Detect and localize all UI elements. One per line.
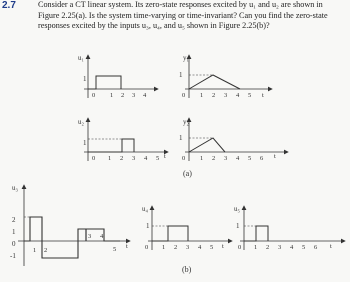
xtick-u1-0: 0 [92, 92, 96, 99]
xtick-u1-3: 3 [132, 92, 136, 99]
signal-y1 [189, 75, 240, 89]
ytick-u2-1: 1 [83, 139, 87, 147]
problem-statement: Consider a CT linear system. Its zero-state responses excited by u₁ and u₂ are shown in Figure 2.25(a). Is the system time-varying or time-invariant? Can you find the zero-state responses excited by the inputs u₃, u₄, and u₅ shown in Figure 2.25(b)? [38, 0, 328, 31]
plot-u1 [78, 54, 158, 99]
xtick-u2-4: 4 [144, 155, 148, 162]
signal-u1 [88, 76, 121, 89]
xlabel-u2: t [164, 153, 166, 160]
ytick-y1-1: 1 [179, 71, 183, 79]
xtick-y2-3: 3 [224, 155, 228, 162]
caption-b: (b) [182, 265, 192, 274]
plot-y1 [179, 54, 272, 99]
axis-label-y1: y₁ [183, 54, 189, 62]
xtick-y1-5: 5 [248, 92, 252, 99]
xtick-u2-5: 5 [156, 155, 160, 162]
xlabel-u4: t [222, 243, 224, 250]
plot-u4 [142, 205, 232, 251]
ytick-y2-1: 1 [179, 134, 183, 142]
xtick-u5-0: 0 [238, 244, 242, 251]
xtick-u5-6: 6 [314, 244, 318, 251]
ytick-u1-1: 1 [83, 75, 87, 83]
xtick-u2-1: 1 [108, 155, 112, 162]
xtick-u2-3: 3 [132, 155, 136, 162]
signal-y2 [189, 138, 225, 152]
xtick-u1-4: 4 [143, 92, 147, 99]
signal-u5 [244, 226, 268, 241]
xtick-u3-3: 3 [88, 233, 92, 240]
xtick-y1-2: 2 [212, 92, 216, 99]
ytick-u3-0: 0 [12, 240, 16, 248]
xlabel-u3: t [126, 243, 128, 250]
ytick-u3-2: 2 [12, 216, 16, 224]
problem-number: 2.7 [2, 0, 16, 11]
plot-u5 [234, 205, 345, 251]
plot-u3 [10, 184, 130, 266]
axis-label-u4: u₄ [142, 205, 148, 213]
xtick-u2-2: 2 [120, 155, 124, 162]
xtick-u4-1: 1 [162, 244, 166, 251]
xlabel-u5: t [330, 243, 332, 250]
xtick-y2-1: 1 [200, 155, 204, 162]
axis-label-y2: y₂ [183, 118, 189, 126]
xtick-u3-5: 5 [113, 246, 117, 253]
signal-u2 [88, 139, 134, 152]
xtick-u4-4: 4 [198, 244, 202, 251]
plot-y2 [179, 118, 288, 162]
xtick-y1-3: 3 [224, 92, 228, 99]
xtick-y2-0: 0 [182, 155, 186, 162]
xtick-u3-4: 4 [100, 233, 104, 240]
xtick-u5-5: 5 [302, 244, 306, 251]
xtick-u4-5: 5 [210, 244, 214, 251]
xtick-y1-1: 1 [200, 92, 204, 99]
xtick-y2-5: 5 [248, 155, 252, 162]
xtick-u1-2: 2 [121, 92, 125, 99]
xtick-u5-3: 3 [278, 244, 282, 251]
ytick-u3-1: 1 [12, 228, 16, 236]
xtick-y2-6: 6 [260, 155, 264, 162]
xtick-u5-2: 2 [266, 244, 270, 251]
xtick-u4-2: 2 [174, 244, 178, 251]
xlabel-y2: t [274, 153, 276, 160]
signal-u4 [152, 226, 188, 241]
xtick-u5-1: 1 [254, 244, 258, 251]
xtick-u1-1: 1 [110, 92, 114, 99]
axis-label-u2: u₂ [78, 118, 84, 126]
xtick-u3-2: 2 [44, 247, 48, 254]
ytick-u5-1: 1 [236, 222, 240, 230]
axis-label-u1: u₁ [78, 54, 84, 62]
xtick-u2-0: 0 [92, 155, 96, 162]
axis-label-u3: u₃ [12, 184, 18, 192]
plot-u2 [78, 118, 168, 162]
caption-a: (a) [183, 169, 192, 178]
xtick-y1-4: 4 [236, 92, 240, 99]
xtick-u4-0: 0 [145, 244, 149, 251]
xtick-u5-4: 4 [290, 244, 294, 251]
xtick-y1-0: 0 [182, 92, 186, 99]
xtick-u3-1: 1 [33, 247, 37, 254]
xtick-u4-3: 3 [186, 244, 190, 251]
xtick-y2-4: 4 [236, 155, 240, 162]
ytick-u3-neg1: -1 [10, 252, 16, 260]
xtick-y2-2: 2 [212, 155, 216, 162]
axis-label-u5: u₅ [234, 205, 240, 213]
xlabel-y1: t [262, 92, 264, 99]
ytick-u4-1: 1 [146, 222, 150, 230]
